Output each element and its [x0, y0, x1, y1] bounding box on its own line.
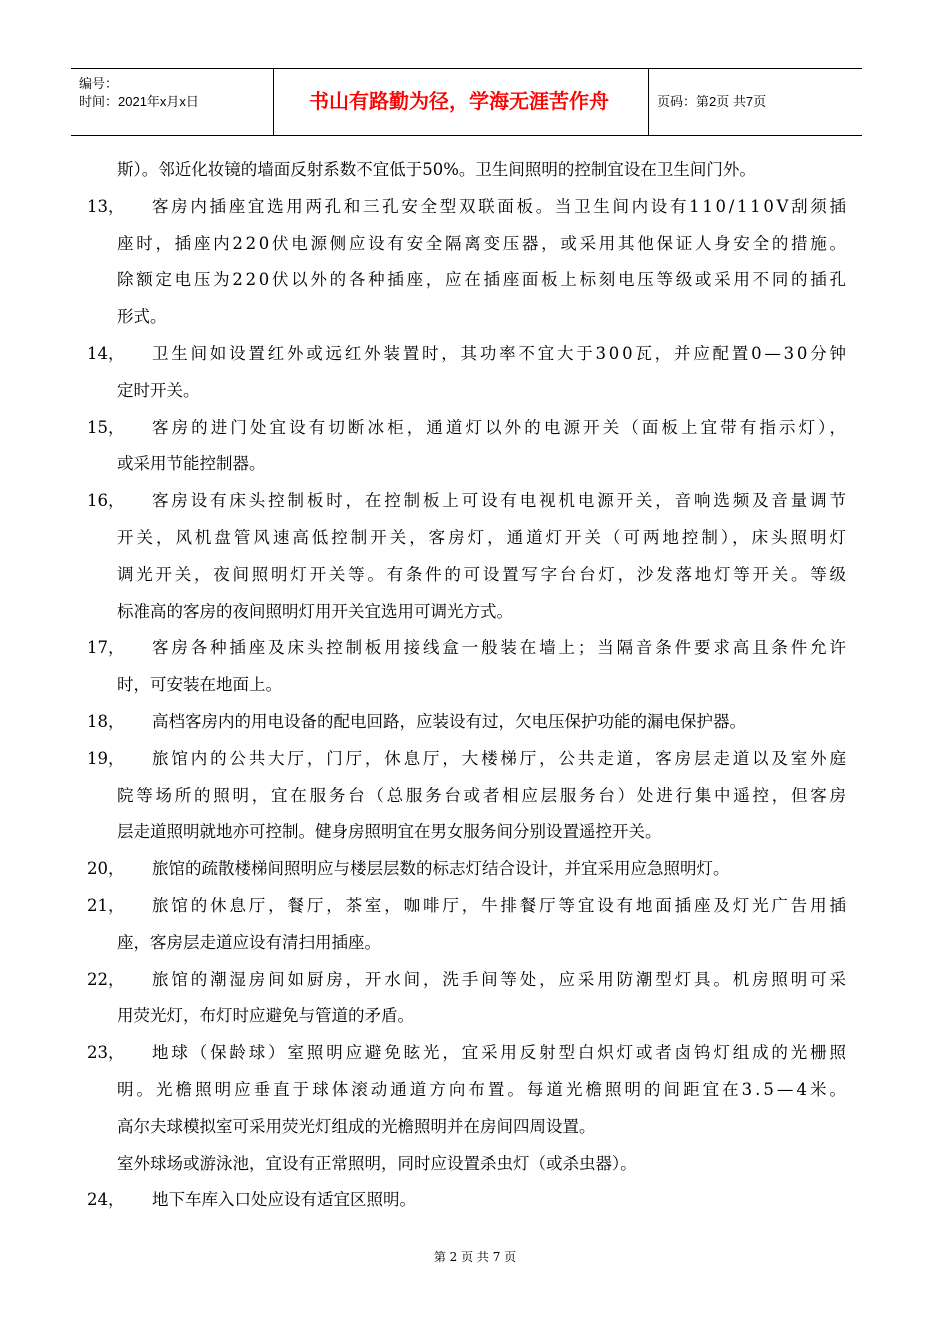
header-motto: 书山有路勤为径，学海无涯苦作舟: [309, 89, 609, 113]
paragraph-line: 层走道照明就地亦可控制。健身房照明宜在男女服务间分别设置遥控开关。: [117, 822, 662, 842]
paragraph-line: 明。光檐照明应垂直于球体滚动通道方向布置。每道光檐照明的间距宜在3.5—4米。: [117, 1080, 850, 1099]
paragraph-line: 高档客房内的用电设备的配电回路，应装设有过，欠电压保护功能的漏电保护器。: [152, 712, 746, 731]
paragraph-line: 地球（保龄球）室照明应避免眩光，宜采用反射型白炽灯或者卤钨灯组成的光栅照: [152, 1043, 849, 1063]
item-number: 19，: [87, 748, 125, 768]
paragraph-line: 开关，风机盘管风速高低控制开关，客房灯，通道灯开关（可两地控制），床头照明灯: [117, 528, 849, 547]
item-number: 13，: [87, 196, 125, 216]
paragraph-line: 时，可安装在地面上。: [117, 675, 282, 695]
paragraph-line: 旅馆内的公共大厅，门厅，休息厅，大楼梯厅，公共走道，客房层走道以及室外庭: [152, 748, 849, 768]
paragraph-line: 卫生间如设置红外或远红外装置时，其功率不宜大于300瓦，并应配置0—30分钟: [152, 344, 849, 363]
paragraph-line: 室外球场或游泳池，宜设有正常照明，同时应设置杀虫灯（或杀虫器）。: [117, 1153, 637, 1173]
paragraph-line: 形式。: [117, 307, 167, 327]
paragraph-line: 旅馆的潮湿房间如厨房，开水间，洗手间等处，应采用防潮型灯具。机房照明可采: [152, 969, 849, 989]
paragraph-line: 旅馆的疏散楼梯间照明应与楼层层数的标志灯结合设计，并宜采用应急照明灯。: [152, 859, 730, 879]
paragraph-line: 座，客房层走道应设有清扫用插座。: [117, 932, 381, 952]
paragraph-line: 旅馆的休息厅，餐厅，茶室，咖啡厅，牛排餐厅等宜设有地面插座及灯光广告用插: [152, 896, 849, 915]
paragraph-line: 标准高的客房的夜间照明灯用开关宜选用可调光方式。: [117, 601, 513, 621]
header-meta: [79, 75, 199, 111]
paragraph-line: 定时开关。: [117, 380, 200, 400]
paragraph-line: 客房各种插座及床头控制板用接线盒一般装在墙上；当隔音条件要求高且条件允许: [152, 638, 849, 658]
item-number: 14，: [87, 344, 125, 363]
item-number: 24，: [87, 1190, 125, 1210]
header-divider: [648, 69, 649, 135]
item-number: 16，: [87, 491, 125, 511]
header-page-label: 页码：第2页 共7页: [657, 94, 767, 109]
paragraph-line: 或采用节能控制器。: [117, 454, 266, 474]
page-header: [71, 68, 862, 136]
paragraph-line: 院等场所的照明，宜在服务台（总服务台或者相应层服务台）处进行集中遥控，但客房: [117, 785, 849, 805]
paragraph-line: 用荧光灯，布灯时应避免与管道的矛盾。: [117, 1006, 414, 1026]
item-number: 15，: [87, 417, 125, 437]
paragraph-line: 调光开关，夜间照明灯开关等。有条件的可设置写字台台灯，沙发落地灯等开关。等级: [117, 564, 849, 584]
item-number: 20，: [87, 859, 125, 879]
item-number: 18，: [87, 712, 125, 731]
paragraph-line: 斯）。邻近化妆镜的墙面反射系数不宜低于50%。卫生间照明的控制宜设在卫生间门外。: [117, 160, 756, 179]
document-number-label: 编号：: [79, 76, 119, 91]
item-number: 21，: [87, 896, 125, 915]
paragraph-line: 地下车库入口处应设有适宜区照明。: [152, 1190, 416, 1210]
paragraph-line: 客房设有床头控制板时，在控制板上可设有电视机电源开关，音响选频及音量调节: [152, 491, 849, 511]
paragraph-line: 除额定电压为220伏以外的各种插座，应在插座面板上标刻电压等级或采用不同的插孔: [117, 270, 849, 290]
paragraph-line: 客房的进门处宜设有切断冰柜，通道灯以外的电源开关（面板上宜带有指示灯），: [152, 417, 850, 437]
item-number: 22，: [87, 969, 125, 989]
item-number: 17，: [87, 638, 125, 658]
item-number: 23，: [87, 1043, 125, 1063]
paragraph-line: 客房内插座宜选用两孔和三孔安全型双联面板。当卫生间内设有110/110V刮须插: [152, 196, 849, 216]
paragraph-line: 高尔夫球模拟室可采用荧光灯组成的光檐照明并在房间四周设置。: [117, 1116, 596, 1136]
paragraph-line: 座时，插座内220伏电源侧应设有安全隔离变压器，或采用其他保证人身安全的措施。: [117, 233, 849, 253]
document-time-label: 时间：2021年x月x日: [79, 94, 199, 109]
page-footer: 第 2 页 共 7 页: [433, 1250, 517, 1264]
